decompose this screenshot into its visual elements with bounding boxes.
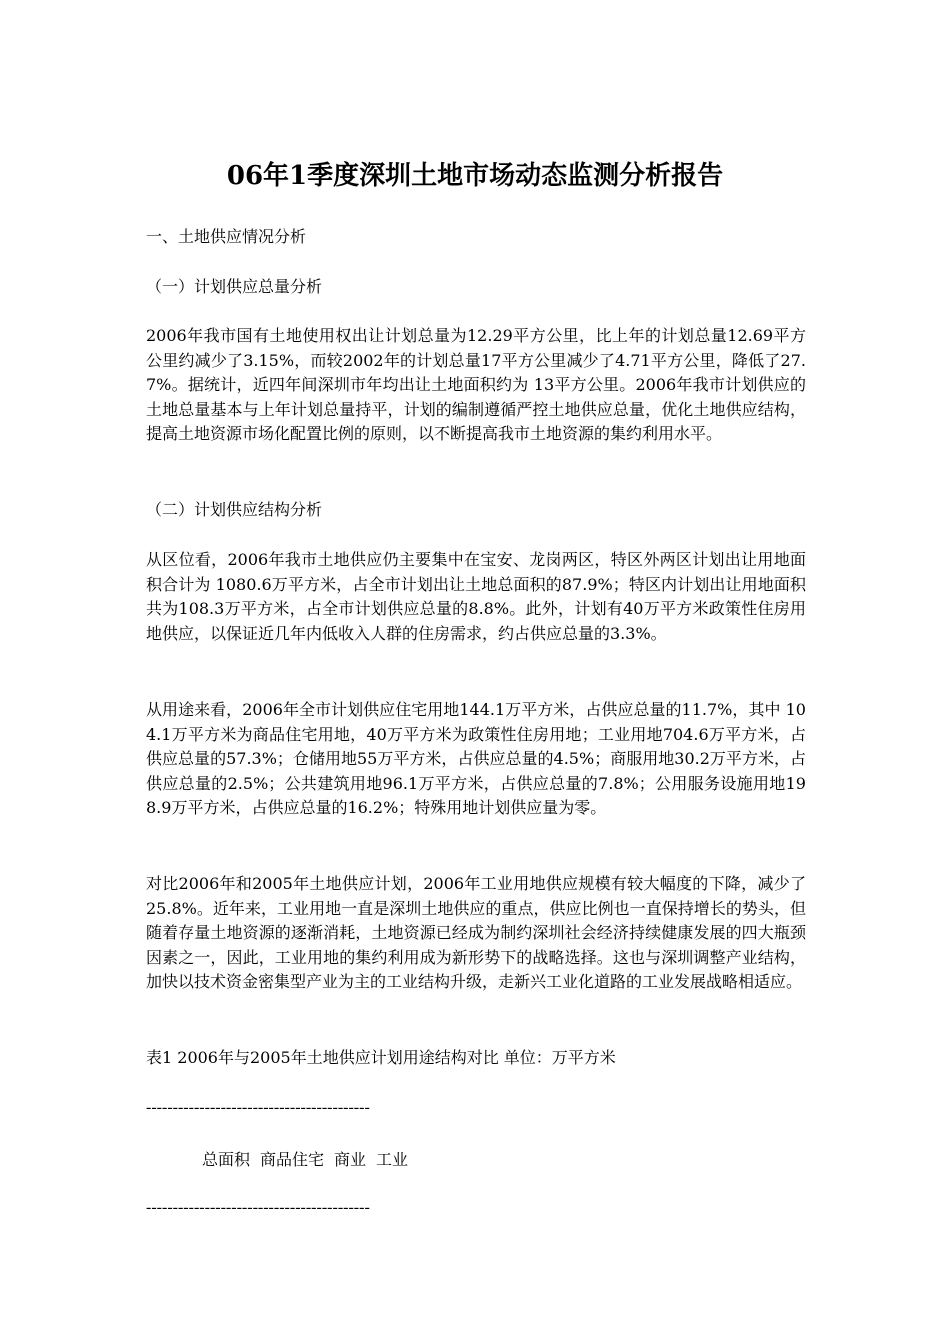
table-header-industry: 工业 bbox=[376, 1150, 409, 1169]
table-header-row bbox=[202, 1148, 418, 1172]
section-heading: 一、土地供应情况分析 bbox=[146, 227, 307, 246]
paragraph-usage: 从用途来看，2006年全市计划供应住宅用地144.1万平方米，占供应总量的11.7%，其中 104.1万平方米为商品住宅用地，40万平方米为政策性住房用地；工业用地704.6万平方米，占供应总量的57.3%；仓储用地55万平方米，占供应总量的4.5%；商服用地30.2万平方米，占供应总量的2.5%；公共建筑用地96.1万平方米，占供应总量的7.8%；公用服务设施用地198.9万平方米，占供应总量的16.2%；特殊用地计划供应量为零。 bbox=[146, 700, 806, 818]
table-rule-bottom: ------------------------------------------ bbox=[146, 1199, 370, 1216]
table-header-commercial-housing: 商品住宅 bbox=[260, 1150, 325, 1169]
subsection-heading-total: （一）计划供应总量分析 bbox=[146, 277, 323, 296]
paragraph-total-supply: 2006年我市国有土地使用权出让计划总量为12.29平方公里，比上年的计划总量12.69平方公里约减少了3.15%，而较2002年的计划总量17平方公里减少了4.71平方公里，降低了27.7%。据统计，近四年间深圳市年均出让土地面积约为 13平方公里。2006年我市计划供应的土地总量基本与上年计划总量持平，计划的编制遵循严控土地供应总量，优化土地供应结构，提高土地资源市场化配置比例的原则，以不断提高我市土地资源的集约利用水平。 bbox=[146, 326, 806, 444]
paragraph-comparison: 对比2006年和2005年土地供应计划，2006年工业用地供应规模有较大幅度的下降，减少了 25.8%。近年来，工业用地一直是深圳土地供应的重点，供应比例也一直保持增长的势头，但随着存量土地资源的逐渐消耗，土地资源已经成为制约深圳社会经济持续健康发展的四大瓶颈因素之一，因此，工业用地的集约利用成为新形势下的战略选择。这也与深圳调整产业结构，加快以技术资金密集型产业为主的工业结构升级，走新兴工业化道路的工业发展战略相适应。 bbox=[146, 874, 806, 992]
document-title: 06年1季度深圳土地市场动态监测分析报告 bbox=[226, 161, 724, 191]
table-header-commerce: 商业 bbox=[334, 1150, 367, 1169]
table-header-total-area: 总面积 bbox=[202, 1150, 251, 1169]
paragraph-location: 从区位看，2006年我市土地供应仍主要集中在宝安、龙岗两区，特区外两区计划出让用地面积合计为 1080.6万平方米，占全市计划出让土地总面积的87.9%；特区内计划出让用地面积共为108.3万平方米，占全市计划供应总量的8.8%。此外，计划有40万平方米政策性住房用地供应，以保证近几年内低收入人群的住房需求，约占供应总量的3.3%。 bbox=[146, 550, 806, 643]
subsection-heading-structure: （二）计划供应结构分析 bbox=[146, 500, 323, 519]
table-caption: 表1 2006年与2005年土地供应计划用途结构对比 单位：万平方米 bbox=[146, 1048, 616, 1067]
table-rule-top: ------------------------------------------ bbox=[146, 1099, 370, 1116]
